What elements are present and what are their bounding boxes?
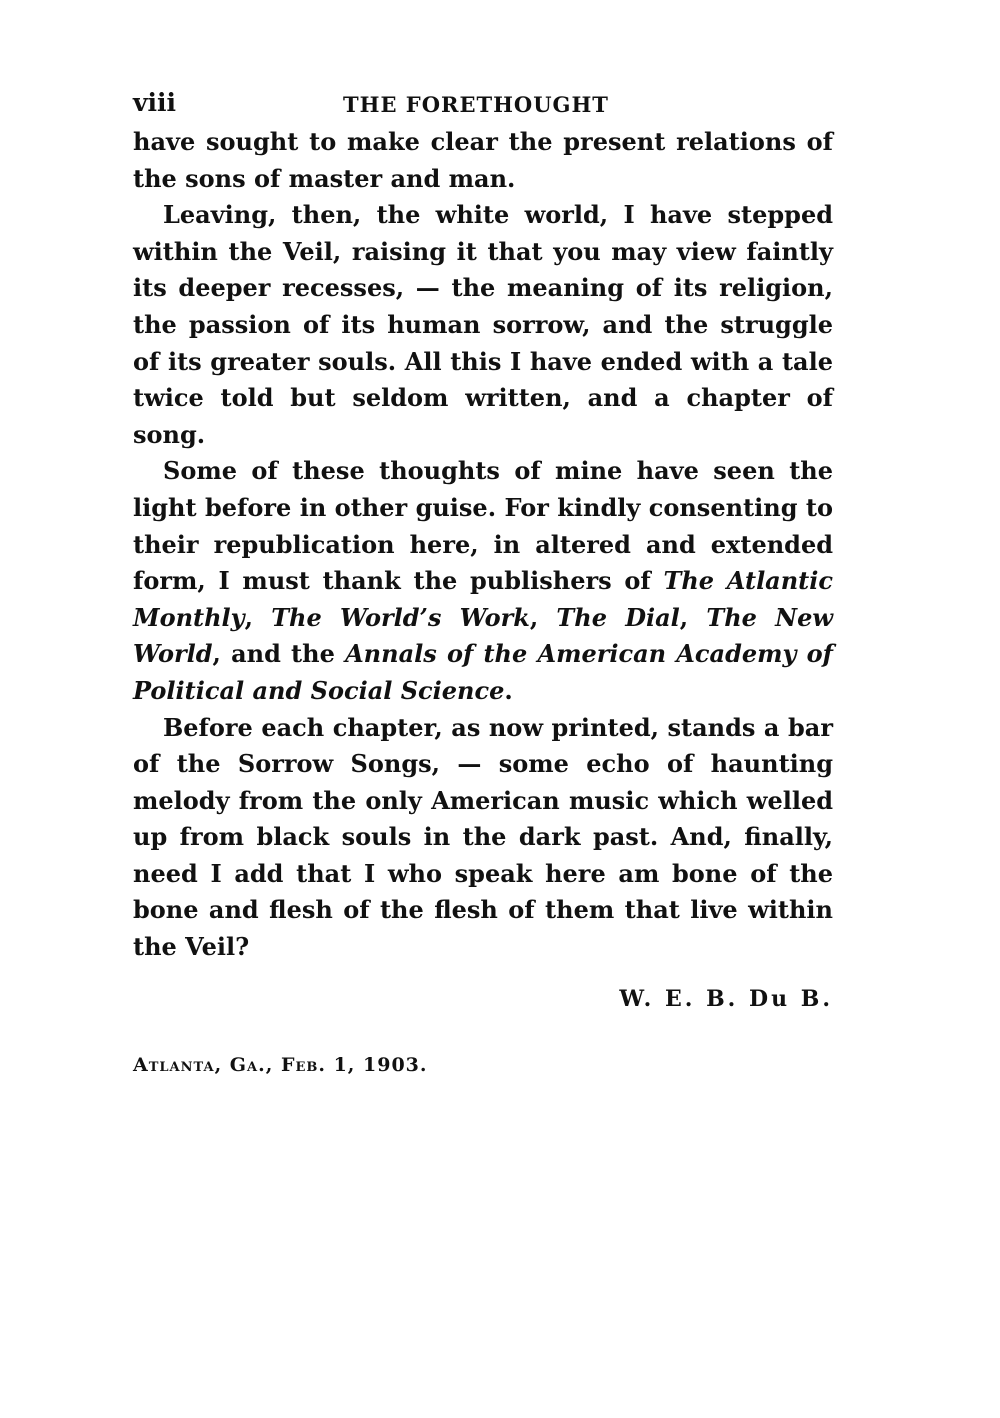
publication-worlds-work: The World’s Work [271,602,530,632]
paragraph-3 [133,453,833,709]
publication-atlantic-monthly: The Atlantic Monthly [133,566,833,632]
publication-new-world: The New World [133,602,834,669]
paragraph-2: Leaving, then, the white world, I have stepped within the Veil, raising it that you may view faintly its deeper recesses, — the meaning of its religion, the passion of its human sorrow, and the struggle of its greater souls. All this I have ended with a tale twice told but seldom written, and a chapter of song. [133,200,833,449]
publication-annals: Annals of the American Academy of Political and Social Science [133,639,834,705]
separator: , [529,602,557,632]
dateline: Atlanta, Ga., Feb. 1, 1903. [133,1053,428,1076]
paragraph-4: Before each chapter, as now printed, stands a bar of the Sorrow Songs, — some echo of haunting melody from the only American music which welled up from black souls in the dark past. And, finally, need I add that I who speak here am bone of the bone and flesh of the flesh of them that live within the Veil? [133,712,833,962]
separator: , [244,602,272,632]
author-signature: W. E. B. Du B. [619,985,833,1012]
paragraph-1: have sought to make clear the present relations of the sons of master and man. [133,127,833,193]
page-number: viii [133,88,177,117]
separator: , [679,602,707,632]
paragraph-3-intro: Some of these thoughts of mine have seen the light before in other guise. For kindly consenting to their republication here, in altered and extended form, I must thank the publishers of [133,456,833,596]
book-page [133,88,833,1076]
publication-the-dial: The Dial [556,602,680,632]
running-title: THE FORETHOUGHT [343,92,609,117]
running-head [133,88,833,124]
separator: , and the [212,639,346,669]
paragraph-3-end: . [504,675,513,705]
